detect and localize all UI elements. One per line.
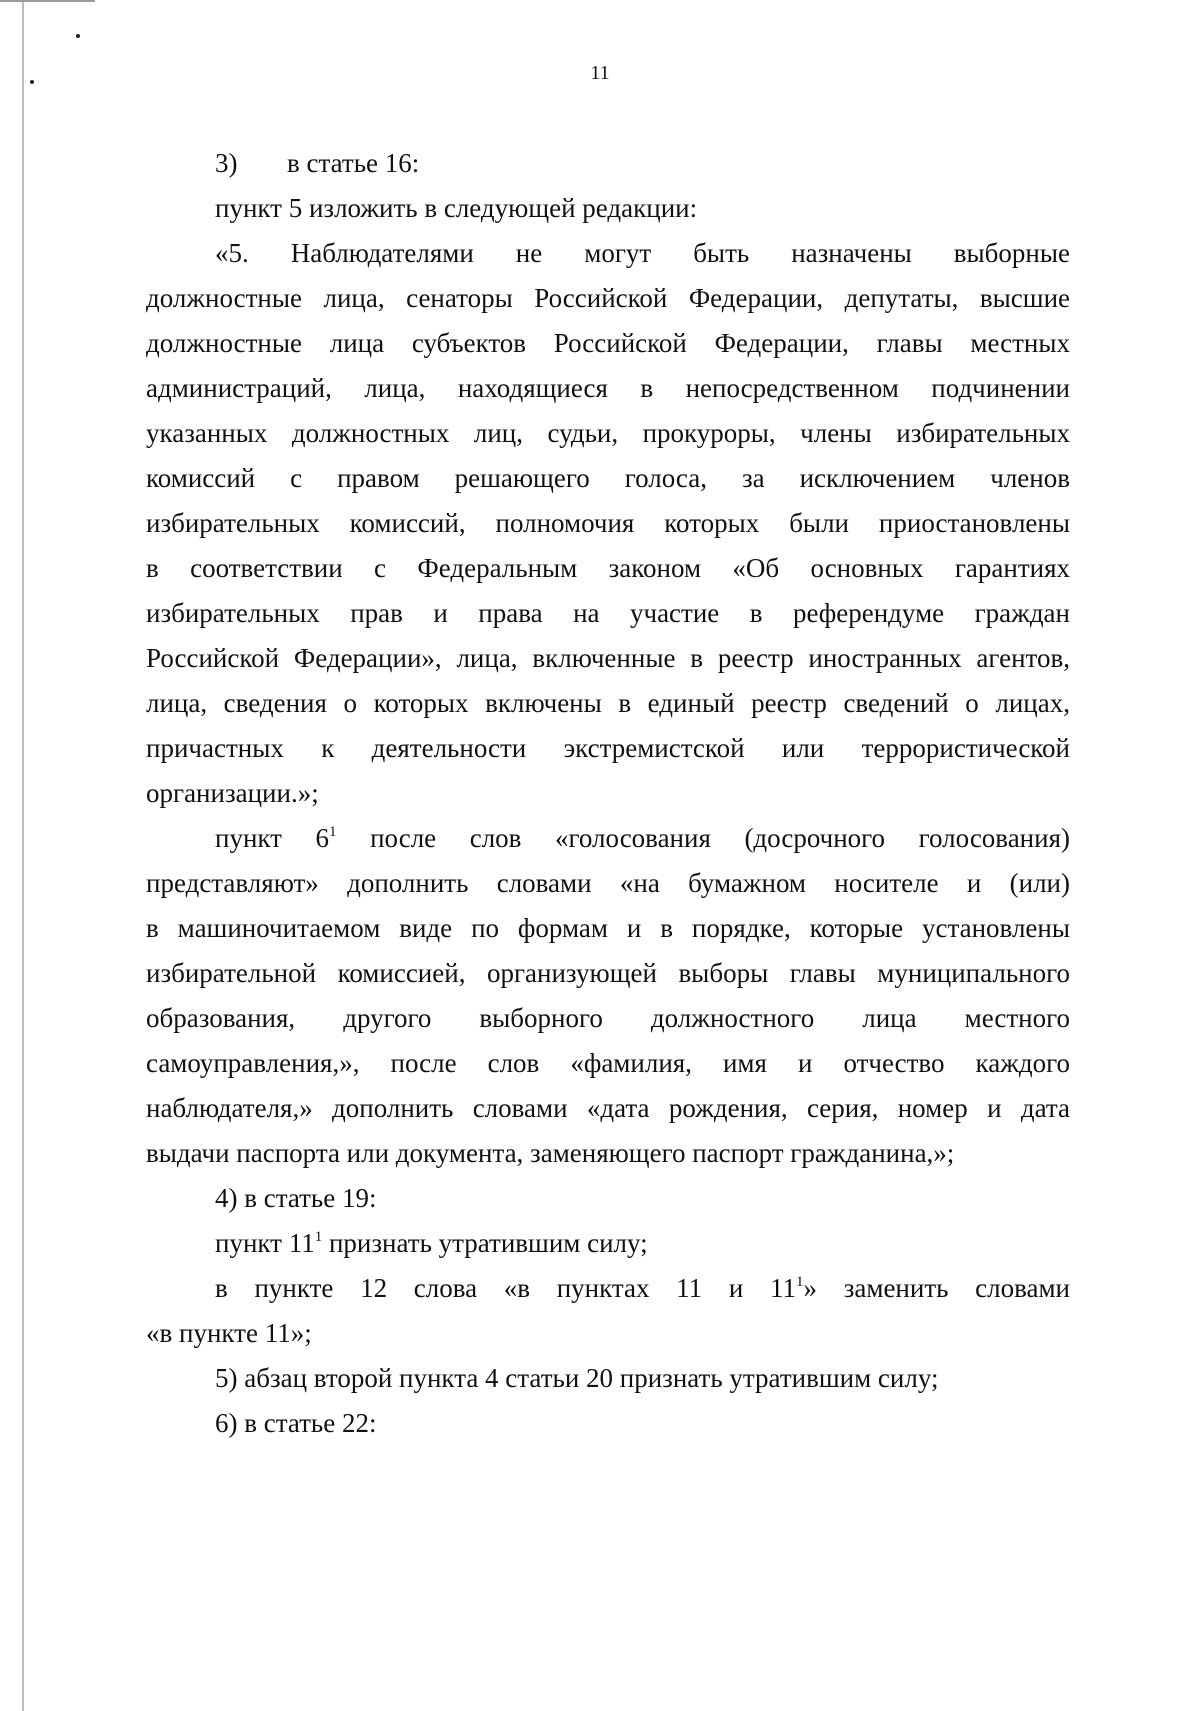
text-line — [215, 1271, 1070, 1305]
text-line — [215, 1226, 648, 1260]
text-line: «5. Наблюдателями не могут быть назначены выборные — [215, 238, 1070, 268]
text-line: в соответствии с Федеральным законом «Об основных гарантиях — [146, 553, 1070, 583]
text-segment: признать утратившим силу; — [322, 1228, 648, 1258]
text-line: «в пункте 11»; — [146, 1318, 312, 1348]
text-line — [215, 821, 1070, 855]
text-line: причастных к деятельности экстремистской или террористической — [146, 733, 1070, 763]
page-number: 11 — [590, 62, 610, 84]
item-5-text: 5) абзац второй пункта 4 статьи 20 признать утратившим силу; — [215, 1363, 939, 1393]
text-line: лица, сведения о которых включены в единый реестр сведений о лицах, — [146, 688, 1070, 718]
text-line: комиссий с правом решающего голоса, за исключением членов — [146, 463, 1070, 493]
text-line: образования, другого выборного должностного лица местного — [146, 1003, 1070, 1033]
text-line: пункт 5 изложить в следующей редакции: — [215, 193, 698, 223]
item-marker: 3) — [215, 148, 238, 178]
text-line: организации.»; — [146, 778, 319, 808]
superscript: 1 — [329, 824, 337, 840]
text-line: избирательных прав и права на участие в референдуме граждан — [146, 598, 1070, 628]
text-line: наблюдателя,» дополнить словами «дата рождения, серия, номер и дата — [146, 1093, 1070, 1123]
text-line: должностные лица субъектов Российской Федерации, главы местных — [146, 328, 1070, 358]
text-line: администраций, лица, находящиеся в непосредственном подчинении — [146, 373, 1070, 403]
text-line: в машиночитаемом виде по формам и в порядке, которые установлены — [146, 913, 1070, 943]
scan-speck — [76, 34, 80, 38]
text-line: должностные лица, сенаторы Российской Федерации, депутаты, высшие — [146, 283, 1070, 313]
text-line: указанных должностных лиц, судьи, прокуроры, члены избирательных — [146, 418, 1070, 448]
text-line: выдачи паспорта или документа, заменяющего паспорт гражданина,»; — [146, 1138, 955, 1168]
item-3-heading — [215, 146, 419, 180]
text-segment: после слов «голосования (досрочного голосования) — [336, 823, 1070, 853]
item-text: в статье 16: — [287, 148, 420, 178]
text-segment: » заменить словами — [803, 1273, 1070, 1303]
text-segment: пункт 11 — [215, 1228, 315, 1258]
text-line: Российской Федерации», лица, включенные в реестр иностранных агентов, — [146, 643, 1070, 673]
superscript: 1 — [796, 1274, 804, 1290]
text-line: избирательных комиссий, полномочия которых были приостановлены — [146, 508, 1070, 538]
item-6-heading: 6) в статье 22: — [215, 1408, 377, 1438]
scan-edge-line — [22, 0, 24, 1711]
text-line: избирательной комиссией, организующей выборы главы муниципального — [146, 958, 1070, 988]
scan-edge-top — [0, 0, 95, 2]
superscript: 1 — [314, 1229, 323, 1245]
item-4-heading: 4) в статье 19: — [215, 1183, 377, 1213]
text-line: самоуправления,», после слов «фамилия, имя и отчество каждого — [146, 1048, 1070, 1078]
text-line: представляют» дополнить словами «на бумажном носителе и (или) — [146, 868, 1070, 898]
text-segment: в пункте 12 слова «в пунктах 11 и 11 — [215, 1273, 797, 1303]
text-segment: пункт 6 — [215, 823, 330, 853]
